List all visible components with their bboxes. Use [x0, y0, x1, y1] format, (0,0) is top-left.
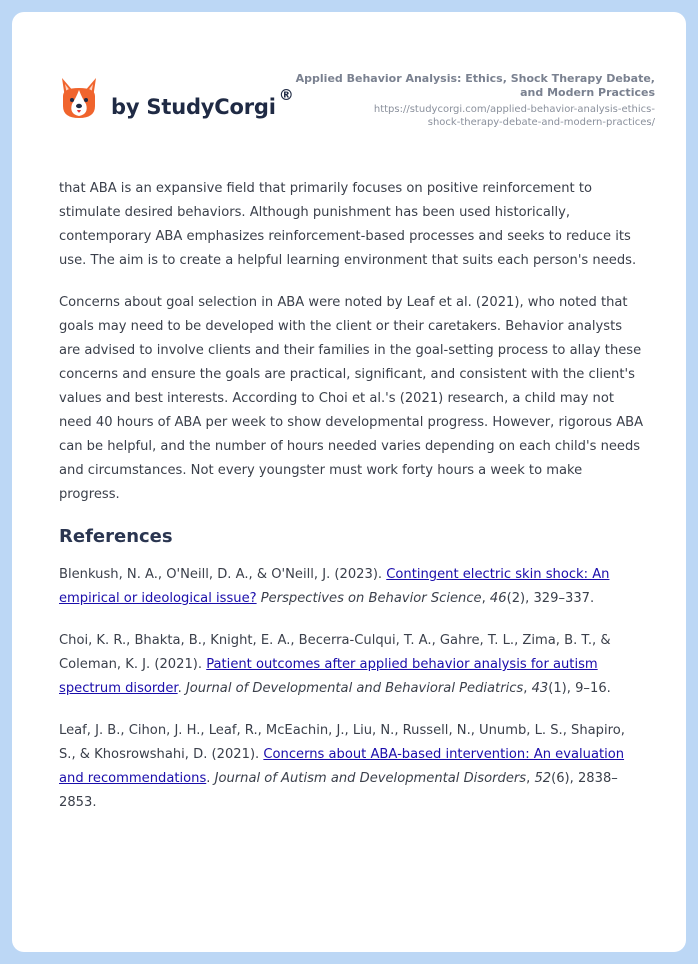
reference-item	[59, 629, 644, 701]
reference-authors: Choi, K. R., Bhakta, B., Knight, E. A., Becerra-Culqui, T. A., Gahre, T. L., Zima, B. T., & Coleman, K. J. (2021).	[59, 633, 611, 672]
reference-title-link[interactable]: Concerns about ABA-based intervention: An evaluation and recommendations	[59, 747, 625, 786]
reference-volume: 52	[534, 771, 552, 786]
reference-pages: (1), 9–16.	[548, 681, 611, 696]
reference-authors: Leaf, J. B., Cihon, J. H., Leaf, R., McEachin, J., Liu, N., Russell, N., Unumb, L. S., Shapiro, S., & Khosrowshahi, D. (2021).	[59, 723, 625, 762]
reference-item	[59, 563, 644, 611]
document-meta	[295, 72, 655, 129]
reference-title-link[interactable]: Contingent electric skin shock: An empirical or ideological issue?	[59, 567, 610, 606]
body-paragraph: that ABA is an expansive field that primarily focuses on positive reinforcement to stimulate desired behaviors. Although punishment has been used historically, contemporary ABA emphasizes reinforcement-based processes and seeks to reduce its use. The aim is to create a helpful learning environment that suits each person's needs.	[59, 181, 637, 268]
reference-item	[59, 719, 644, 815]
document-title-line-1: Applied Behavior Analysis: Ethics, Shock Therapy Debate,	[295, 72, 655, 85]
reference-separator: ,	[526, 771, 535, 786]
brand-text: by StudyCorgi	[111, 95, 276, 119]
reference-separator: ,	[523, 681, 532, 696]
document-url-line-2: shock-therapy-debate-and-modern-practices/	[427, 117, 655, 128]
reference-after-link: .	[177, 681, 186, 696]
reference-pages: (6), 2838–2853.	[59, 771, 618, 810]
studycorgi-logo-link[interactable]	[59, 76, 294, 120]
document-url[interactable]	[295, 103, 655, 129]
corgi-logo-icon	[59, 76, 99, 120]
reference-volume: 43	[531, 681, 549, 696]
reference-authors: Blenkush, N. A., O'Neill, D. A., & O'Neill, J. (2023).	[59, 567, 387, 582]
body-paragraph: Concerns about goal selection in ABA were noted by Leaf et al. (2021), who noted that goals may need to be developed with the client or their caretakers. Behavior analysts are advised to involve clients and their families in the goal-setting process to allay these concerns and ensure the goals are practical, significant, and consistent with the client's values and best interests. According to Choi et al.'s (2021) research, a child may not need 40 hours of ABA per week to show developmental progress. However, rigorous ABA can be helpful, and the number of hours needed varies depending on each child's needs and circumstances. Not every youngster must work forty hours a week to make progress.	[59, 295, 644, 502]
reference-title-link[interactable]: Patient outcomes after applied behavior analysis for autism spectrum disorder	[59, 657, 598, 696]
document-title	[295, 72, 655, 100]
brand-name	[111, 86, 294, 119]
reference-separator: ,	[481, 591, 490, 606]
registered-mark: ®	[278, 86, 294, 104]
reference-journal: Journal of Autism and Developmental Disorders	[214, 771, 527, 786]
page-header	[59, 72, 655, 142]
reference-pages: (2), 329–337.	[506, 591, 595, 606]
reference-after-link: .	[206, 771, 215, 786]
document-title-line-2: and Modern Practices	[520, 86, 655, 99]
reference-journal: Perspectives on Behavior Science	[260, 591, 482, 606]
reference-journal: Journal of Developmental and Behavioral Pediatrics	[185, 681, 524, 696]
document-page	[12, 12, 686, 952]
document-content	[59, 177, 644, 833]
document-url-line-1: https://studycorgi.com/applied-behavior-analysis-ethics-	[373, 104, 655, 115]
reference-volume: 46	[489, 591, 507, 606]
references-heading: References	[59, 526, 173, 547]
